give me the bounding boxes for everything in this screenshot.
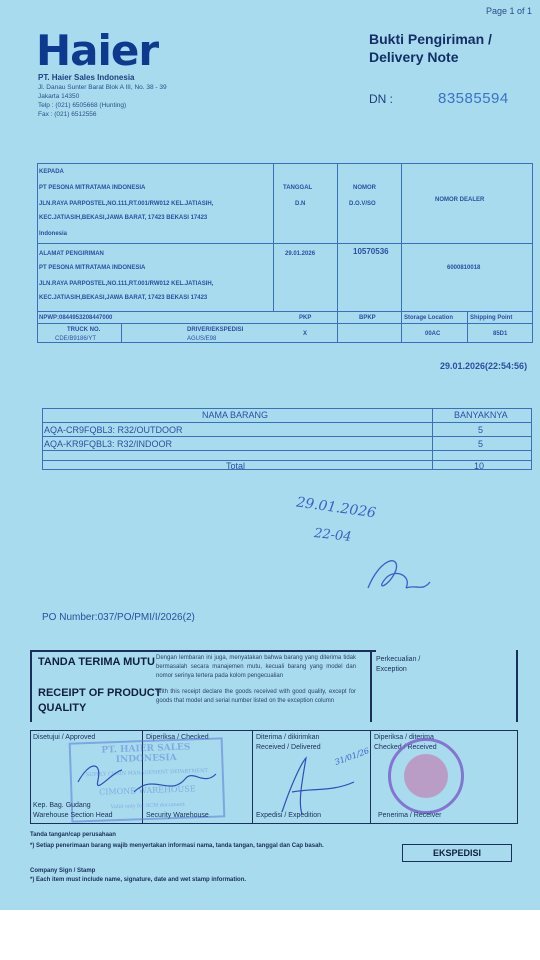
company-fax: Fax : (021) 6512556 — [38, 111, 97, 118]
npwp: NPWP:0844953208447000 — [39, 315, 113, 321]
storage-label: Storage Location — [404, 315, 454, 321]
stamp-line-2: SUPPLY CHAIN MANAGEMENT DEPARTMENT — [85, 767, 208, 779]
total-label: Total — [226, 461, 246, 471]
stamp-line-1: PT. HAIER SALES INDONESIA — [101, 742, 191, 766]
alamat-label: ALAMAT PENGIRIMAN — [39, 251, 104, 257]
shipping-value: 85D1 — [493, 331, 508, 337]
receiver-handwritten-date: 31/01/26 — [333, 746, 371, 767]
sig-sep — [370, 730, 371, 824]
dealer-number: 6000810018 — [447, 265, 481, 271]
kepada-address-1: JLN.RAYA PARPOSTEL,NO.111,RT.001/RW012 KEL.JATIASIH, — [39, 201, 214, 207]
items-row-sep — [42, 460, 532, 461]
warehouse-head-label-1: Kep. Bag. Gudang — [33, 802, 91, 809]
item-name: AQA-CR9FQBL3: R32/OUTDOOR — [44, 425, 183, 435]
receipt-title-id: TANDA TERIMA MUTU — [38, 656, 155, 668]
warehouse-head-label-2: Warehouse Section Head — [33, 812, 113, 819]
print-timestamp: 29.01.2026(22:54:56) — [440, 361, 528, 371]
alamat-address-1: JLN.RAYA PARPOSTEL,NO.111,RT.001/RW012 KEL.JATIASIH, — [39, 281, 214, 287]
footer-note-1: *) Setiap penerimaan barang wajib menyertakan informasi nama, tanda tangan, tanggal dan Cap basah. — [30, 843, 324, 849]
dn-number: 83585594 — [438, 90, 509, 107]
approved-label: Disetujui / Approved — [33, 734, 96, 741]
items-row-sep — [42, 436, 532, 437]
kepada-label: KEPADA — [39, 169, 64, 175]
dn-label: DN : — [369, 92, 393, 106]
handwritten-date: 29.01.2026 — [295, 494, 377, 522]
nomor-dealer-label: NOMOR DEALER — [435, 197, 485, 203]
alamat-name: PT PESONA MITRATAMA INDONESIA — [39, 265, 146, 271]
receipt-title-en — [38, 686, 161, 716]
exception-label-1: Perkecualian / — [376, 656, 421, 663]
company-address: Jl. Danau Sunter Barat Blok A III, No. 38 - 39 — [38, 84, 167, 91]
col-nama-barang: NAMA BARANG — [202, 410, 269, 420]
delivered-label-1: Diterima / dikirimkan — [256, 734, 320, 741]
expedition-label: Expedisi / Expedition — [256, 812, 321, 819]
kepada-name: PT PESONA MITRATAMA INDONESIA — [39, 185, 146, 191]
shipment-table — [37, 163, 533, 343]
po-number: PO Number:037/PO/PMI/I/2026(2) — [42, 612, 195, 623]
storage-value: 00AC — [425, 331, 441, 337]
handwritten-signature — [360, 548, 440, 608]
footer-note-label-1: Tanda tangan/cap perusahaan — [30, 832, 116, 838]
stamp-line-3: CIMONE WAREHOUSE — [98, 784, 196, 797]
kepada-address-2: KEC.JATIASIH,BEKASI,JAWA BARAT, 17423 BEKASI 17423 — [39, 215, 208, 221]
document-title — [369, 30, 492, 66]
document-title-line-1: Bukti Pengiriman / — [369, 31, 492, 47]
item-qty: 5 — [478, 439, 484, 449]
tanggal-label: TANGGAL — [283, 185, 313, 191]
bpkp-label: BPKP — [359, 315, 376, 321]
copy-label: EKSPEDISI — [402, 844, 512, 862]
document-title-line-2: Delivery Note — [369, 49, 459, 65]
col-sep — [337, 163, 338, 343]
driver-label: DRIVER/EKSPEDISI — [187, 327, 244, 333]
company-name: PT. Haier Sales Indonesia — [38, 73, 135, 82]
item-qty: 5 — [478, 425, 484, 435]
handwritten-time: 22-04 — [313, 526, 353, 545]
kepada-country: Indonesia — [39, 231, 68, 237]
company-city: Jakarta 14350 — [38, 93, 80, 100]
footer-note-2: *) Each item must include name, signature, date and wet stamp information. — [30, 877, 247, 883]
checked-label: Diperiksa / Checked — [146, 734, 209, 741]
dn-date: 29.01.2026 — [285, 251, 316, 257]
driver-value: AGUS/E98 — [187, 336, 217, 342]
stamp-line-4: Valid only for SCM document — [110, 801, 186, 811]
sig-sep — [252, 730, 253, 824]
receiver-label: Penerima / Receiver — [378, 812, 442, 819]
nomor-sub: D.O.V/SO — [349, 201, 376, 207]
item-name: AQA-KR9FQBL3: R32/INDOOR — [44, 439, 173, 449]
exception-label-2: Exception — [376, 666, 407, 673]
receipt-title-en-2: QUALITY — [38, 702, 87, 714]
security-label: Security Warehouse — [146, 812, 209, 819]
tanggal-sub: D.N — [295, 201, 306, 207]
pkp-value: X — [303, 331, 308, 337]
company-logo: Haier — [36, 26, 159, 75]
row-sep — [37, 243, 533, 244]
so-number: 10570536 — [353, 247, 389, 256]
items-row-sep — [42, 450, 532, 451]
receipt-text-id: Dengan lembaran ini juga, menyatakan bahwa barang yang diterima tidak bermasalah secara manajemen mutu, kecuali barang yang model dan nomor serinya tertera pada kolom pengecualian — [156, 655, 356, 679]
shipping-label: Shipping Point — [470, 315, 513, 321]
receipt-text-en: With this receipt declare the goods received with good quality, except for goods that model and serial number listed on the exception column — [156, 689, 356, 704]
company-phone: Telp : (021) 6505668 (Hunting) — [38, 102, 127, 109]
items-row-sep — [42, 422, 532, 423]
row-sep — [37, 323, 533, 324]
receiver-stamp-center — [404, 754, 448, 798]
footer-note-label-2: Company Sign / Stamp — [30, 868, 96, 874]
row-sep — [37, 311, 533, 312]
col-sep — [121, 323, 122, 343]
truck-value: CDE/B9186/YT — [55, 336, 97, 342]
warehouse-signatures — [74, 752, 224, 812]
col-banyaknya: BANYAKNYA — [454, 410, 508, 420]
delivered-label-2: Received / Delivered — [256, 744, 321, 751]
truck-label: TRUCK NO. — [67, 327, 101, 333]
col-sep — [273, 163, 274, 311]
page-indicator: Page 1 of 1 — [485, 6, 532, 16]
nomor-label: NOMOR — [353, 185, 376, 191]
received-checked-label-1: Diperiksa / diterima — [374, 734, 434, 741]
col-sep — [467, 311, 468, 343]
received-checked-label-2: Checked / Received — [374, 744, 437, 751]
total-value: 10 — [474, 461, 485, 471]
items-table — [42, 408, 532, 470]
receipt-title-en-1: RECEIPT OF PRODUCT — [38, 687, 162, 699]
col-sep — [401, 163, 402, 343]
pkp-label: PKP — [299, 315, 312, 321]
alamat-address-2: KEC.JATIASIH,BEKASI,JAWA BARAT, 17423 BEKASI 17423 — [39, 295, 208, 301]
